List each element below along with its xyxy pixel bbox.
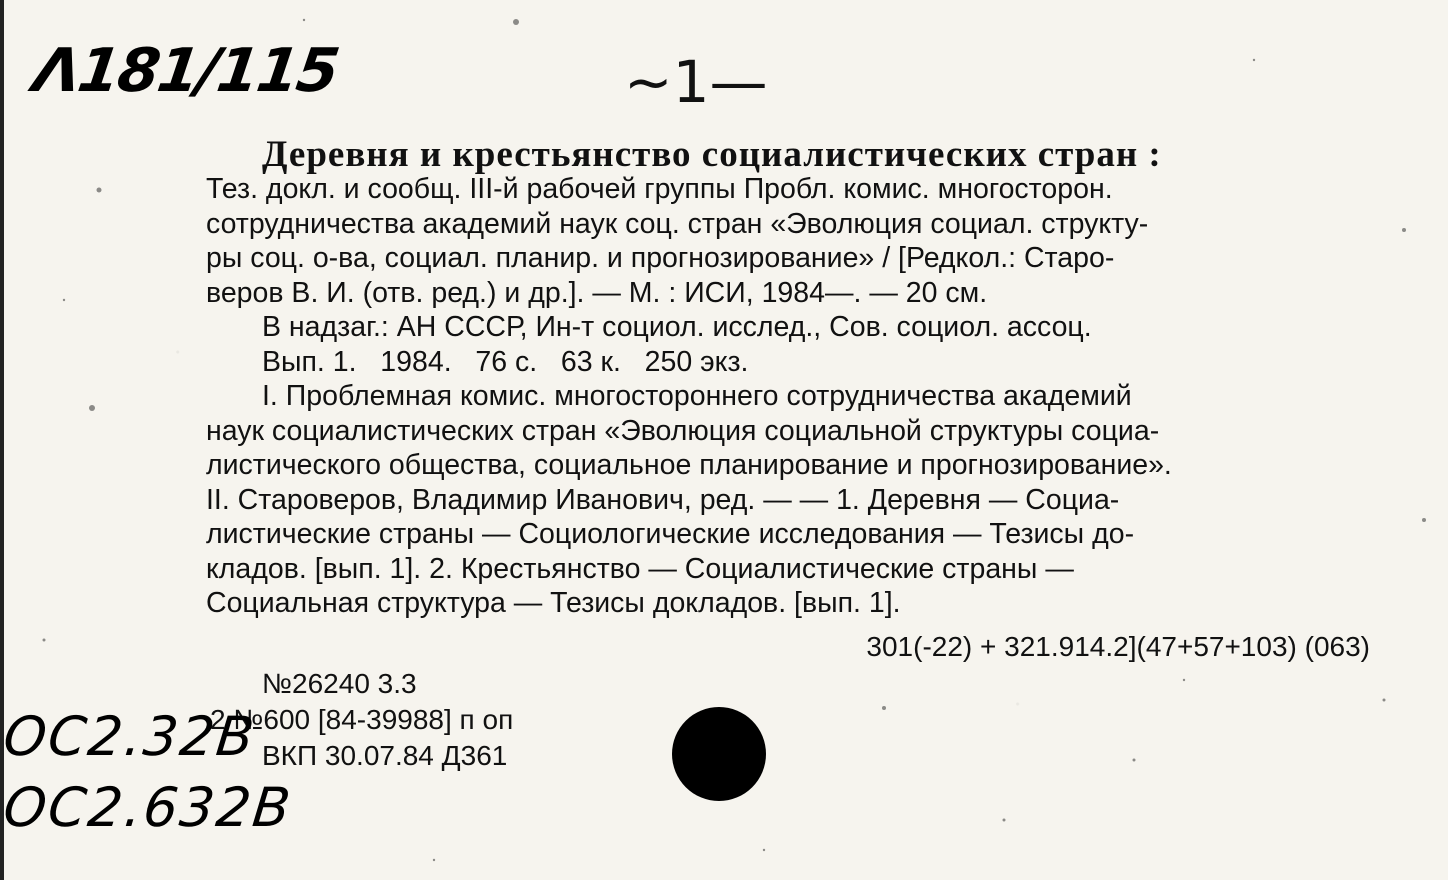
handwritten-inventory-code: Λ181/115 [29, 36, 342, 106]
body-line: В надзаг.: АН СССР, Ин-т социол. исслед., Сов. социол. ассоц. [262, 311, 1092, 343]
body-line: листические страны — Социологические исследования — Тезисы до- [206, 518, 1135, 550]
classification-index: 301(-22) + 321.914.2](47+57+103) (063) [866, 631, 1370, 662]
body-line: Вып. 1. 1984. 76 с. 63 к. 250 экз. [262, 345, 749, 378]
registration-info: ВКП 30.07.84 Д361 [262, 740, 508, 771]
body-line: I. Проблемная комис. многостороннего сотрудничества академий [262, 380, 1132, 412]
card-title: Деревня и крестьянство социалистических стран : [262, 134, 1162, 175]
body-line: Социальная структура — Тезисы докладов. [вып. 1]. [206, 587, 901, 619]
body-line: II. Староверов, Владимир Иванович, ред. — — 1. Деревня — Социа- [206, 483, 1120, 516]
body-line: веров В. И. (отв. ред.) и др.]. — М. : ИСИ, 1984—. — 20 см. [206, 276, 988, 309]
body-line: кладов. [вып. 1]. 2. Крестьянство — Социалистические страны — [206, 552, 1074, 585]
handwritten-shelf-mark: ОС2.32В [0, 705, 259, 768]
card-punch-hole [672, 707, 766, 801]
body-line: сотрудничества академий наук соц. стран «Эволюция социал. структу- [206, 207, 1149, 240]
body-line: ры соц. о-ва, социал. планир. и прогнозирование» / [Редкол.: Старо- [206, 242, 1115, 274]
bibliographic-description [206, 172, 1376, 621]
order-number: 2 №600 [84-39988] п оп [210, 704, 514, 735]
body-line: наук социалистических стран «Эволюция социальной структуры социа- [206, 414, 1160, 447]
print-run-info: №26240 3.3 [262, 668, 417, 699]
handwritten-shelf-mark: ОС2.632В [0, 776, 296, 839]
page-marker: ~1— [624, 48, 768, 116]
body-line: листического общества, социальное планирование и прогнозирование». [206, 449, 1172, 481]
body-line: Тез. докл. и сообщ. III-й рабочей группы Пробл. комис. многосторон. [206, 173, 1113, 205]
